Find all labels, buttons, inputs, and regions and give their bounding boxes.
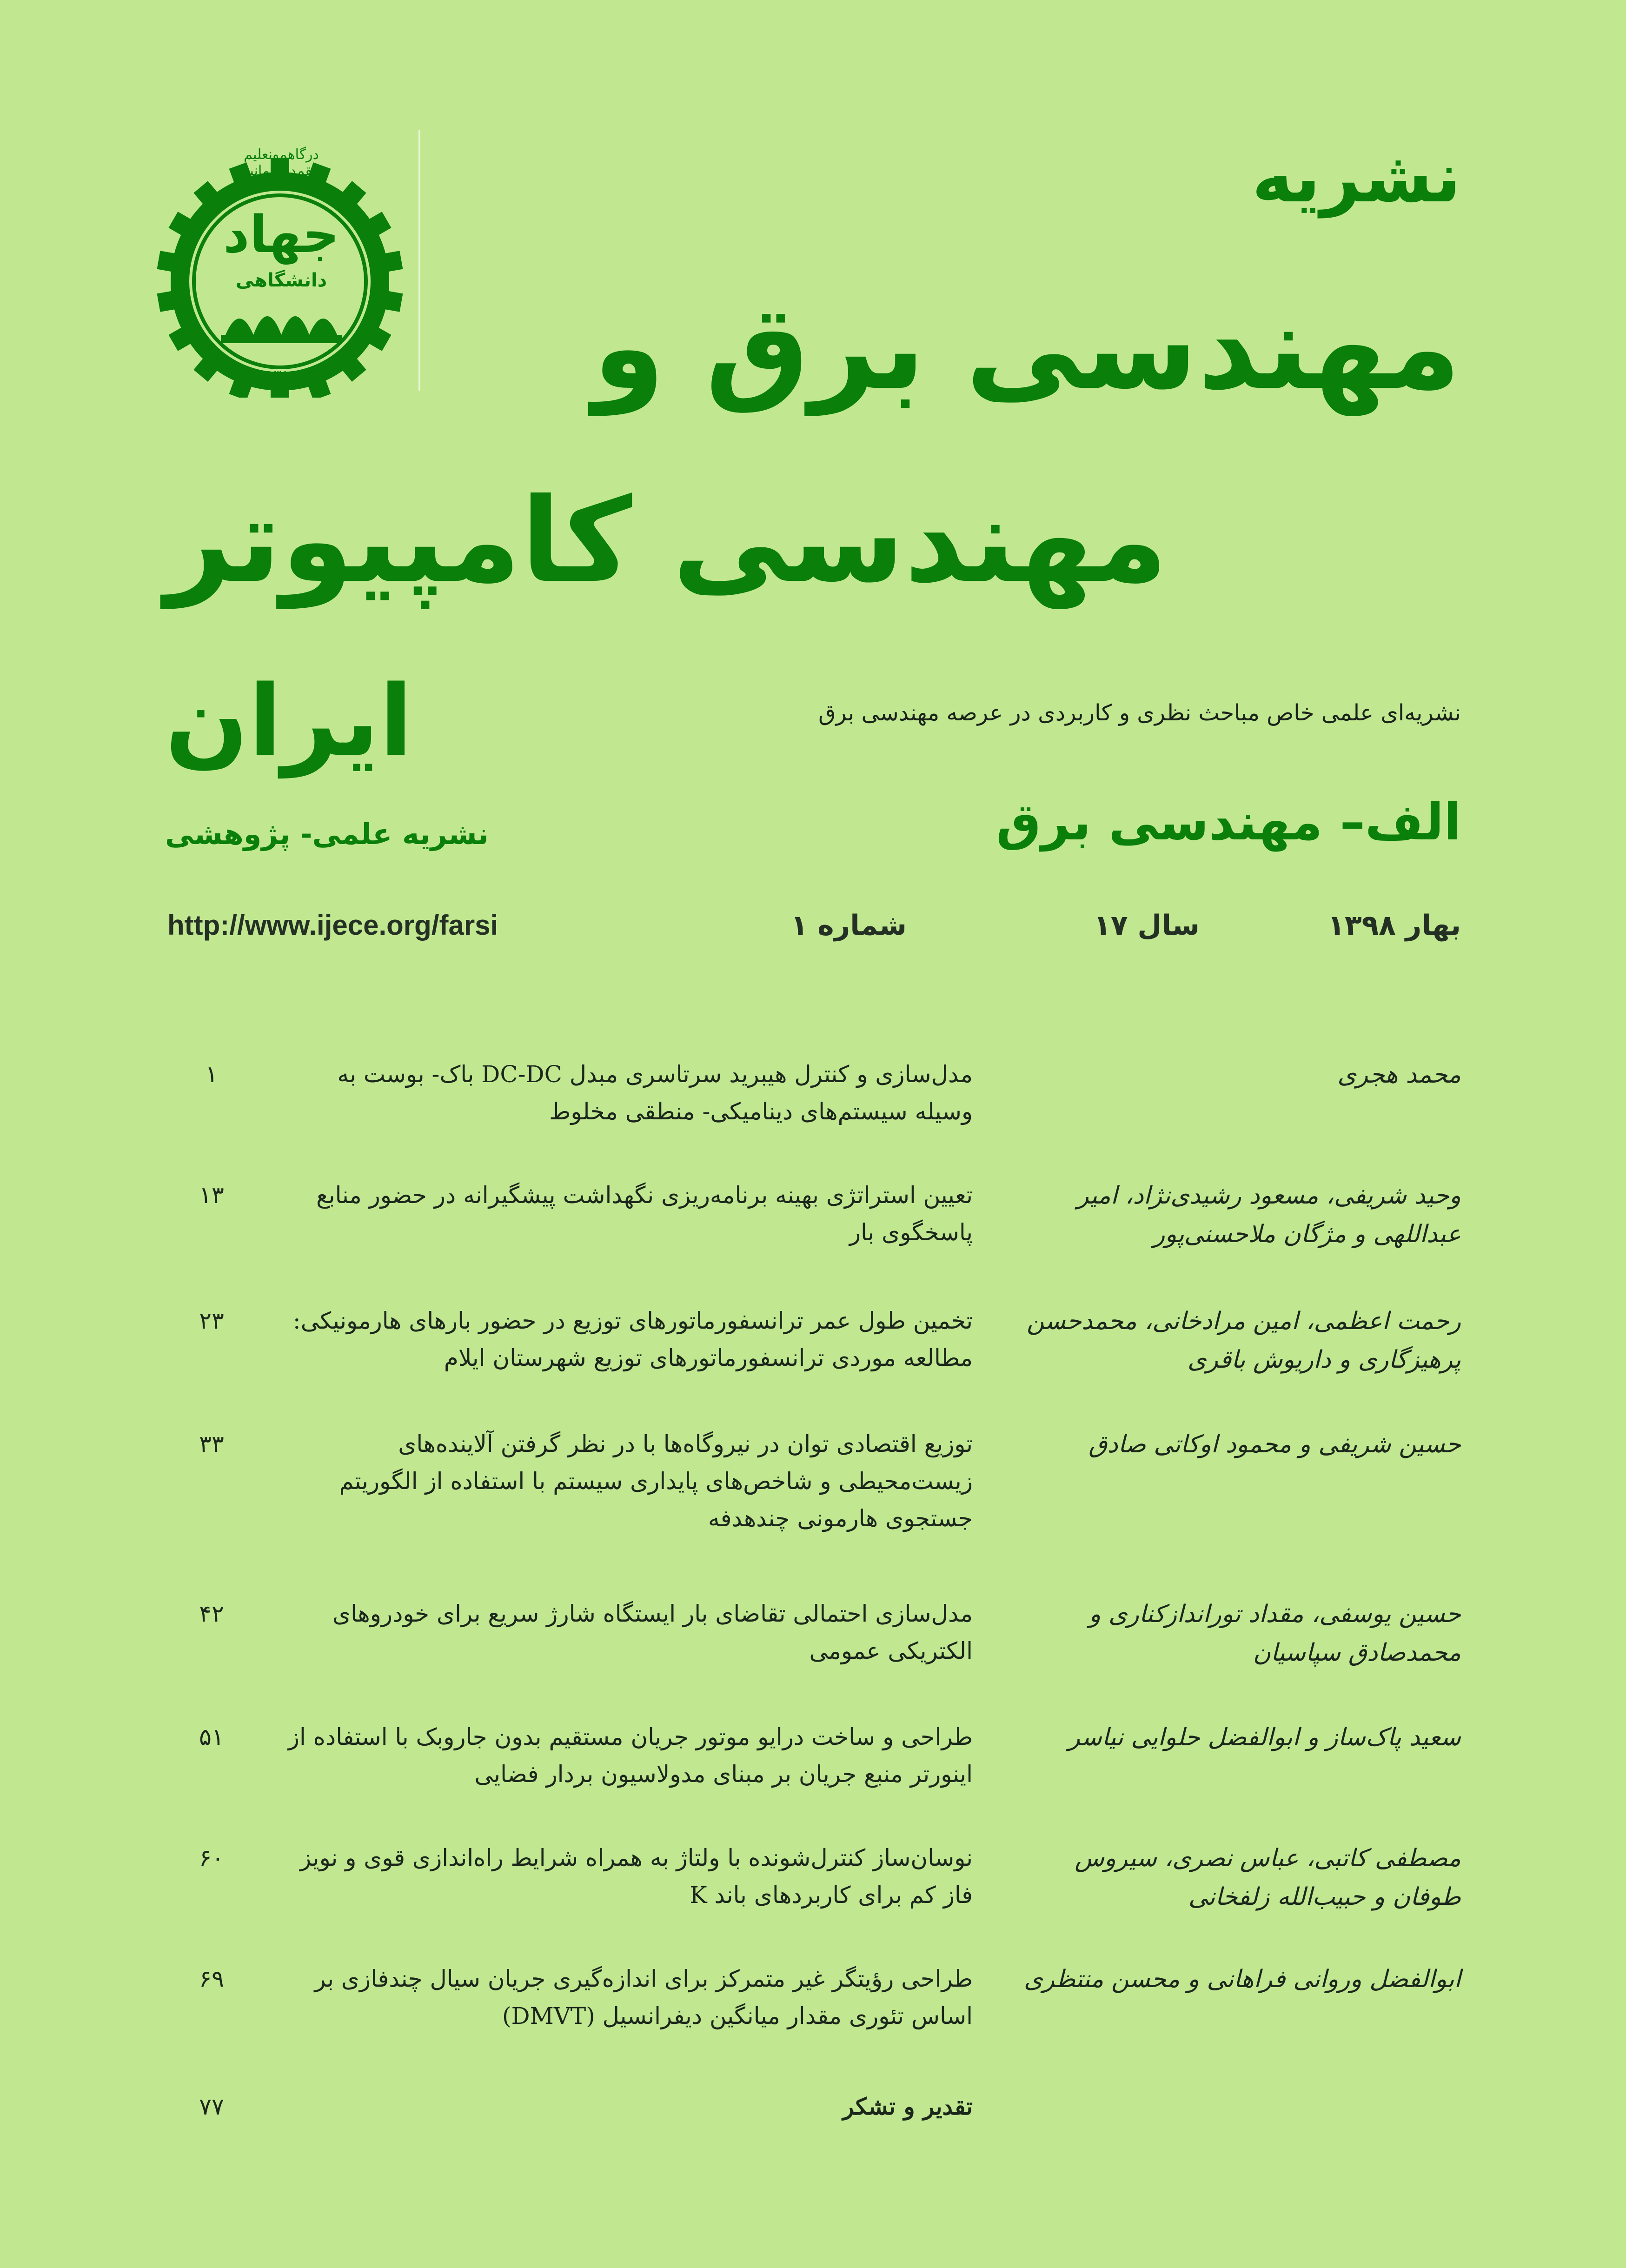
toc-authors: سعید پاک‌ساز و ابوالفضل حلوایی نیاسر xyxy=(1068,1723,1461,1751)
toc-authors: حسین یوسفی، مقداد توراندازکناری و محمدصادق سپاسیان xyxy=(1089,1600,1461,1667)
toc-title[interactable]: مدل‌سازی و کنترل هیبرید سرتاسری مبدل DC-DC باک- بوست به وسیله سیستم‌های دینامیکی- منطقی مخلوط xyxy=(337,1061,973,1125)
volume: سال ۱۷ xyxy=(1094,909,1200,942)
season-year: بهار ۱۳۹۸ xyxy=(1327,909,1461,942)
toc-entry xyxy=(165,1595,1461,1711)
toc-title[interactable]: تعیین استراتژی بهینه برنامه‌ریزی نگهداشت پیشگیرانه در حضور منابع پاسخگوی بار xyxy=(316,1182,973,1246)
logo-year: ۱۳۵۹ xyxy=(266,367,297,384)
toc-entry xyxy=(165,1177,1461,1293)
toc-title[interactable]: طراحی و ساخت درایو موتور جریان مستقیم بدون جاروبک با استفاده از اینورتر منبع جریان بر مبنای مدولاسیون بردار فضایی xyxy=(288,1723,973,1788)
toc-entry xyxy=(165,1960,1461,2076)
toc-page: ۱۳ xyxy=(199,1182,224,1209)
jahad-daneshgahi-logo xyxy=(156,146,405,398)
logo-title: جهاد xyxy=(223,205,339,264)
toc-authors: وحید شریفی، مسعود رشیدی‌نژاد، امیر عبداللهی و مژگان ملاحسنی‌پور xyxy=(1077,1182,1461,1249)
toc-title[interactable]: مدل‌سازی احتمالی تقاضای بار ایستگاه شارژ سریع برای خودروهای الکتریکی عمومی xyxy=(332,1600,973,1664)
issue-number: شماره ۱ xyxy=(790,909,907,942)
toc-entry xyxy=(165,1302,1461,1418)
toc-entry xyxy=(165,1839,1461,1955)
toc-page: ۴۲ xyxy=(199,1600,224,1627)
toc-authors: رحمت اعظمی، امین مرادخانی، محمدحسن پرهیزگاری و داریوش باقری xyxy=(1026,1307,1461,1374)
toc-title[interactable]: نوسان‌ساز کنترل‌شونده با ولتاژ به همراه شرایط راه‌اندازی قوی و نویز فاز کم برای کاربردهای باند K xyxy=(300,1844,973,1909)
title-line-2: مهندسی کامپیوتر xyxy=(165,473,1168,608)
toc-title[interactable]: تخمین طول عمر ترانسفورماتورهای توزیع در حضور بارهای هارمونیکی: مطالعه موردی ترانسفورماتورهای توزیع شهرستان ایلام xyxy=(292,1307,973,1371)
toc-page: ۷۷ xyxy=(199,2093,224,2120)
title-line-3: ایران xyxy=(165,664,413,778)
toc-page: ۳۳ xyxy=(199,1430,224,1457)
vertical-divider xyxy=(418,130,420,391)
section-label: الف– مهندسی برق xyxy=(996,793,1461,851)
toc-authors: محمد هجری xyxy=(1337,1061,1461,1089)
journal-type: نشریه علمی- پژوهشی xyxy=(165,817,489,851)
logo-seal-text: درگاهمونعلیم القمدالیزمانیر xyxy=(242,146,320,179)
toc-page: ۶۰ xyxy=(199,1844,224,1871)
toc-authors: حسین شریفی و محمود اوکاتی صادق xyxy=(1088,1430,1461,1458)
toc-entry-acknowledgment xyxy=(165,2088,1461,2144)
journal-description: نشریه‌ای علمی خاص مباحث نظری و کاربردی در عرصه مهندسی برق xyxy=(818,700,1461,726)
title-line-1: مهندسی برق و xyxy=(592,280,1461,415)
toc-authors: ابوالفضل وروانی فراهانی و محسن منتظری xyxy=(1024,1965,1461,1993)
toc-page: ۵۱ xyxy=(199,1723,224,1750)
toc-page: ۱ xyxy=(205,1061,218,1088)
toc-entry xyxy=(165,1425,1461,1542)
toc-title[interactable]: طراحی رؤیتگر غیر متمرکز برای اندازه‌گیری جریان سیال چندفازی بر اساس تئوری مقدار میانگین دیفرانسیل (DMVT) xyxy=(314,1965,973,2029)
toc-page: ۲۳ xyxy=(199,1307,224,1334)
logo-subtitle: دانشگاهی xyxy=(235,270,327,291)
toc-title[interactable]: تقدیر و تشکر xyxy=(843,2093,973,2120)
toc-entry xyxy=(165,1056,1461,1172)
toc-title[interactable]: توزیع اقتصادی توان در نیروگاه‌ها با در نظر گرفتن آلاینده‌های زیست‌محیطی و شاخص‌های پایداری سیستم با استفاده از الگوریتم جستجوی هارمونی چندهدفه xyxy=(339,1430,973,1532)
toc-authors: مصطفی کاتبی، عباس نصری، سیروس طوفان و حبیب‌الله زلفخانی xyxy=(1075,1844,1461,1911)
journal-prefix: نشریه xyxy=(1252,137,1461,218)
website-link[interactable]: http://www.ijece.org/farsi xyxy=(167,910,498,941)
toc-page: ۶۹ xyxy=(199,1965,224,1992)
toc-entry xyxy=(165,1718,1461,1835)
